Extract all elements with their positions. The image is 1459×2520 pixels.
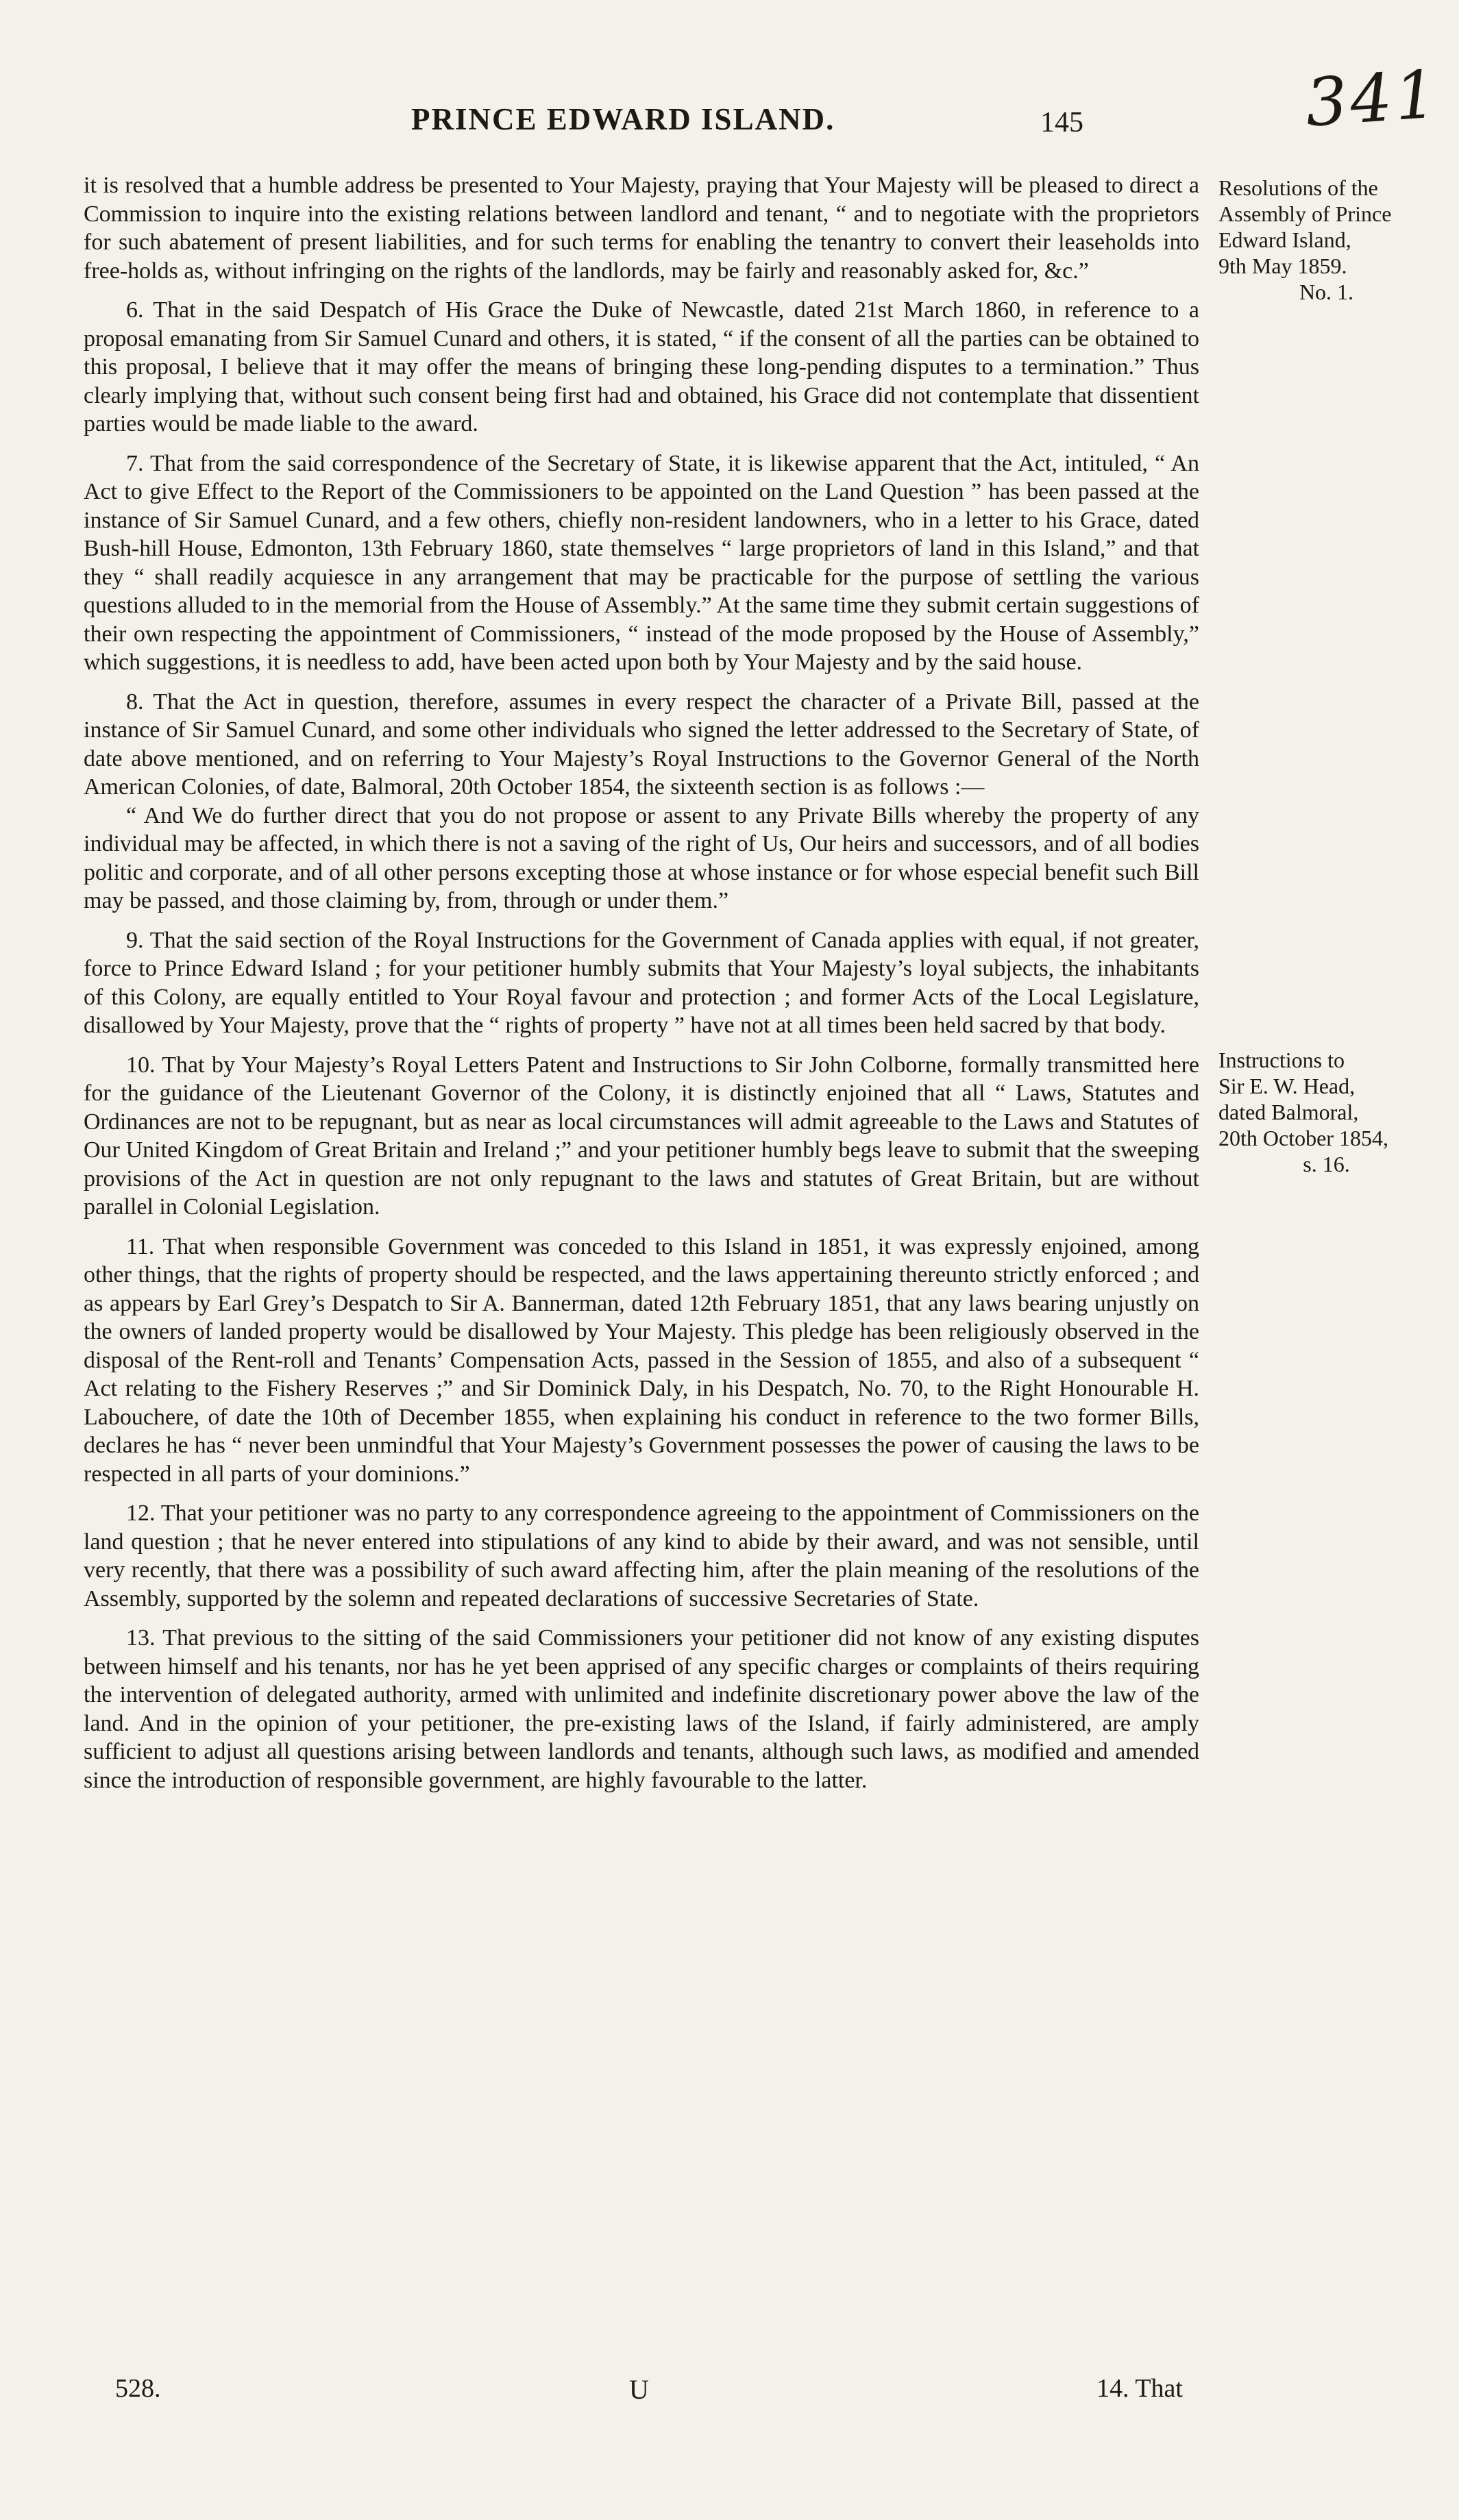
margin-note-instructions <box>1218 1047 1455 1177</box>
margin-note-line: 9th May 1859. <box>1218 254 1347 278</box>
margin-note-line: Assembly of Prince <box>1218 201 1392 226</box>
footer-catchword: 14. That <box>1096 2374 1183 2403</box>
margin-note-line: No. 1. <box>1299 280 1354 304</box>
paragraph-10: 10. That by Your Majesty’s Royal Letters Patent and Instructions to Sir John Colborne, formally transmitted here for the guidance of the Lieutenant Governor of the Colony, it is distinctly enjoined that all “ Laws, Statutes and Ordinances are not to be repugnant, but as near as local circumstances will admit agreeable to the Laws and Statutes of Our United Kingdom of Great Britain and Ireland ;” and your petitioner humbly begs leave to submit that the sweeping provisions of the Act in question are not only repugnant to the laws and statutes of Great Britain, but are without parallel in Colonial Legislation. <box>84 1052 1199 1220</box>
quoted-instruction: “ And We do further direct that you do not propose or assent to any Private Bills whereby the property of any individual may be affected, in which there is not a saving of the right of Us, Our heirs and successors, and of all bodies politic and corporate, and of all other persons excepting those at whose instance or for whose especial benefit such Bill may be passed, and those claiming by, from, through or under them.” <box>84 802 1199 913</box>
margin-note-line: Sir E. W. Head, <box>1218 1074 1356 1098</box>
margin-note-line: s. 16. <box>1303 1152 1350 1176</box>
paragraph-8: 8. That the Act in question, therefore, assumes in every respect the character of a Private Bill, passed at the instance of Sir Samuel Cunard, and some other individuals who signed the letter addressed to the Secretary of State, of date above mentioned, and on referring to Your Majesty’s Royal Instructions to the Governor General of the North American Colonies, of date, Balmoral, 20th October 1854, the sixteenth section is as follows :— <box>84 689 1199 800</box>
paragraph-continuation: it is resolved that a humble address be presented to Your Majesty, praying that Your Majesty will be pleased to direct a Commission to inquire into the existing relations between landlord and tenant, “ and to negotiate with the proprietors for such abatement of present liabilities, and for such terms for enabling the tenantry to convert their leaseholds into free-holds as, without infringing on the rights of the landlords, may be fairly and reasonably asked for, &c.” <box>84 173 1199 284</box>
margin-note-line: 20th October 1854, <box>1218 1126 1388 1150</box>
paragraph-11: 11. That when responsible Government was conceded to this Island in 1851, it was expressly enjoined, among other things, that the rights of property should be respected, and the laws appertaining thereunto strictly enforced ; and as appears by Earl Grey’s Despatch to Sir A. Bannerman, dated 12th February 1851, that any laws bearing unjustly on the owners of landed property would be disallowed by Your Majesty. This pledge has been religiously observed in the disposal of the Rent-roll and Tenants’ Compensation Acts, passed in the Session of 1855, and also of a subsequent “ Act relating to the Fishery Reserves ;” and Sir Dominick Daly, in his Despatch, No. 70, to the Right Honourable H. Labouchere, of date the 10th of December 1855, when explaining his conduct in reference to the two former Bills, declares he has “ never been unmindful that Your Majesty’s Government possesses the power of causing the laws to be respected in all parts of your dominions.” <box>84 1233 1199 1487</box>
margin-note-line: dated Balmoral, <box>1218 1100 1359 1124</box>
margin-note-line: Edward Island, <box>1218 227 1351 252</box>
handwritten-folio-number: 341 <box>1303 55 1442 142</box>
running-head: PRINCE EDWARD ISLAND. <box>411 102 835 136</box>
paragraph-7: 7. That from the said correspondence of the Secretary of State, it is likewise apparent that the Act, intituled, “ An Act to give Effect to the Report of the Commissioners to be appointed on the Land Question ” has been passed at the instance of Sir Samuel Cunard, and a few others, chiefly non-resident landowners, who in a letter to his Grace, dated Bush-hill House, Edmonton, 13th February 1860, state themselves “ large proprietors of land in this Island,” and that they “ shall readily acquiesce in any arrangement that may be practicable for the purpose of settling the various questions alluded to in the memorial from the House of Assembly.” At the same time they submit certain suggestions of their own respecting the appointment of Commissioners, “ instead of the mode proposed by the House of Assembly,” which suggestions, it is needless to add, have been acted upon both by Your Majesty and by the said house. <box>84 450 1199 675</box>
page-number: 145 <box>1040 107 1083 138</box>
footer-signature-mark: U <box>629 2374 649 2405</box>
margin-note-line: Resolutions of the <box>1218 175 1378 200</box>
footer-document-number: 528. <box>115 2374 161 2403</box>
margin-note-resolutions <box>1218 175 1455 305</box>
paragraph-12: 12. That your petitioner was no party to any correspondence agreeing to the appointment of Commissioners on the land question ; that he never entered into stipulations of any kind to abide by their award, and was not sensible, until very recently, that there was a possibility of such award affecting him, after the plain meaning of the resolutions of the Assembly, supported by the solemn and repeated declarations of successive Secretaries of State. <box>84 1500 1199 1611</box>
paragraph-13: 13. That previous to the sitting of the said Commissioners your petitioner did not know of any existing disputes between himself and his tenants, nor has he yet been apprised of any specific charges or complaints of theirs requiring the intervention of delegated authority, armed with unlimited and indefinite discretionary power above the law of the land. And in the opinion of your petitioner, the pre-existing laws of the Island, if fairly administered, are amply sufficient to adjust all questions arising between landlords and tenants, although such laws, as modified and amended since the introduction of responsible government, are highly favourable to the latter. <box>84 1625 1199 1793</box>
main-text-column <box>84 171 1199 1794</box>
margin-note-line: Instructions to <box>1218 1048 1345 1072</box>
paragraph-6: 6. That in the said Despatch of His Grace the Duke of Newcastle, dated 21st March 1860, in reference to a proposal emanating from Sir Samuel Cunard and others, it is stated, “ if the consent of all the parties can be obtained to this proposal, I believe that it may offer the means of bringing these long-pending disputes to a termination.” Thus clearly implying that, without such consent being first had and obtained, his Grace did not contemplate that dissentient parties would be made liable to the award. <box>84 297 1199 436</box>
paragraph-9: 9. That the said section of the Royal Instructions for the Government of Canada applies with equal, if not greater, force to Prince Edward Island ; for your petitioner humbly submits that Your Majesty’s loyal subjects, the inhabitants of this Colony, are equally entitled to Your Royal favour and protection ; and former Acts of the Local Legislature, disallowed by Your Majesty, prove that the “ rights of property ” have not at all times been held sacred by that body. <box>84 927 1199 1038</box>
